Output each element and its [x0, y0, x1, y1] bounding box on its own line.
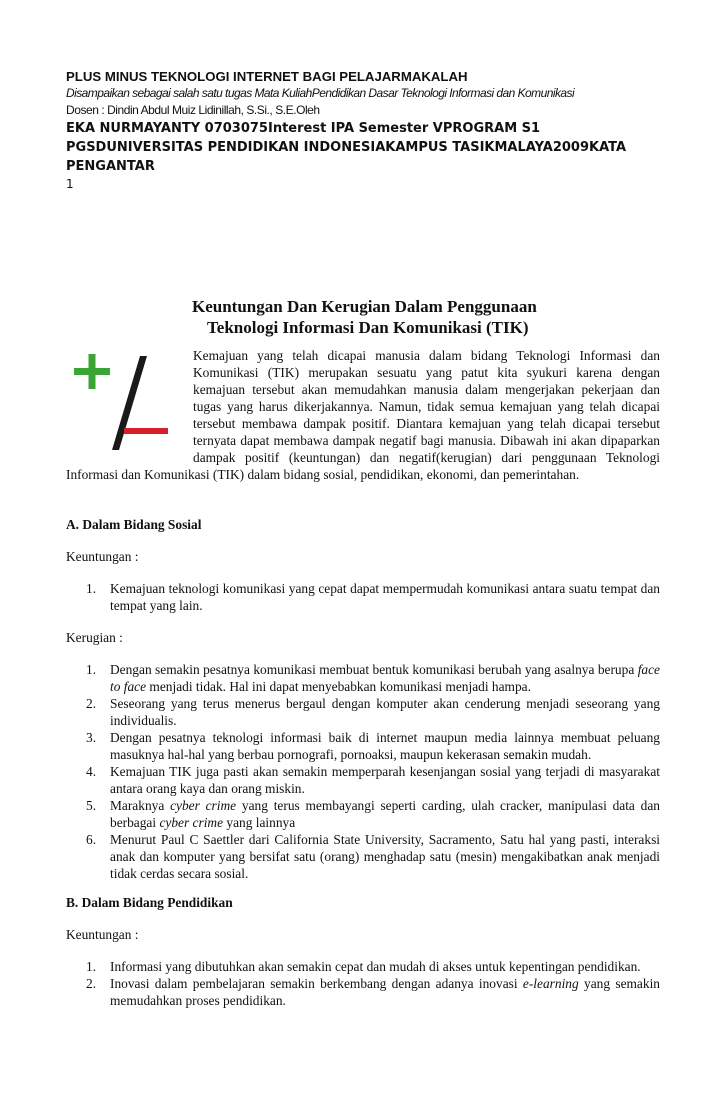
list-item: 3. Dengan pesatnya teknologi informasi baik di internet maupun media lainnya membuat peluang masuknya hal-hal yang berbau pornografi, pornoaksi, maupun kekerasan semakin mudah. [86, 730, 660, 762]
kerugian-list [66, 661, 660, 882]
doc-title-line1: Keuntungan Dan Kerugian Dalam Penggunaan [192, 297, 537, 316]
intro-paragraph: Kemajuan yang telah dicapai manusia dalam bidang Teknologi Informasi dan Komunikasi (TIK) merupakan sesuatu yang patut kita syukuri karena dengan kemajuan tersebut akan memudahkan manusia dalam mengerjakan pekerjaan dan tugas yang harus dikerjakannya. Namun, tidak semua kemajuan yang telah dicapai tersebut membawa dampak positif. Diantara kemajuan yang telah dicapai tersebut ternyata dapat membawa dampak negatif bagi manusia. Dibawah ini akan dipaparkan dampak positif (keuntungan) dan negatif(kerugian) dari penggunaan Teknologi Informasi dan Komunikasi (TIK) dalam bidang sosial, pendidikan, ekonomi, dan pemerintahan. [66, 348, 660, 482]
header-course: Disampaikan sebagai salah satu tugas Mata KuliahPendidikan Dasar Teknologi Informasi dan Komunikasi [66, 86, 575, 100]
institution-line: PGSDUNIVERSITAS PENDIDIKAN INDONESIAKAMPUS TASIKMALAYA2009KATA [66, 140, 627, 155]
section-a-title: A. Dalam Bidang Sosial [66, 517, 202, 532]
section-social [66, 516, 660, 882]
list-item: 1. Kemajuan teknologi komunikasi yang cepat dapat mempermudah komunikasi antara suatu tempat dan tempat yang lain. [86, 581, 660, 613]
keuntungan-list [66, 958, 660, 1009]
kerugian-label: Kerugian : [66, 630, 123, 645]
keuntungan-label: Keuntungan : [66, 549, 139, 564]
list-item: 1. Dengan semakin pesatnya komunikasi membuat bentuk komunikasi berubah yang asalnya berupa face to face menjadi tidak. Hal ini dapat menyebabkan komunikasi menjadi hampa. [86, 662, 660, 694]
author-block [66, 119, 662, 192]
header-title: PLUS MINUS TEKNOLOGI INTERNET BAGI PELAJARMAKALAH [66, 69, 468, 84]
list-item: 1. Informasi yang dibutuhkan akan semakin cepat dan mudah di akses untuk kepentingan pendidikan. [86, 959, 641, 974]
section-education [66, 894, 660, 1009]
section-b-title: B. Dalam Bidang Pendidikan [66, 895, 233, 910]
doc-title-line2: Teknologi Informasi Dan Komunikasi (TIK) [207, 318, 529, 337]
list-item: 6. Menurut Paul C Saettler dari California State University, Sacramento, Satu hal yang pasti, interaksi anak dan komputer yang bersifat satu (orang) menghadap satu (mesin) mengakibatkan anak menjadi tidak cerdas secara sosial. [86, 832, 660, 881]
keuntungan-label: Keuntungan : [66, 927, 139, 942]
list-item: 2. Seseorang yang terus menerus bergaul dengan komputer akan cenderung menjadi seseorang yang individualis. [86, 696, 660, 728]
page-number: 1 [66, 177, 74, 191]
keuntungan-list [66, 580, 660, 614]
section-heading: PENGANTAR [66, 159, 155, 174]
list-item: 5. Maraknya cyber crime yang terus membayangi seperti carding, ulah cracker, manipulasi data dan berbagai cyber crime yang lainnya [86, 798, 660, 830]
header-lecturer: Dosen : Dindin Abdul Muiz Lidinillah, S.Si., S.E.Oleh [66, 103, 320, 117]
document-header [66, 68, 662, 119]
author-line: EKA NURMAYANTY 0703075Interest IPA Semester VPROGRAM S1 [66, 121, 541, 136]
list-item: 2. Inovasi dalam pembelajaran semakin berkembang dengan adanya inovasi e-learning yang semakin memudahkan proses pendidikan. [86, 976, 660, 1008]
list-item: 4. Kemajuan TIK juga pasti akan semakin memperparah kesenjangan sosial yang terjadi di masyarakat antara orang kaya dan orang miskin. [86, 764, 660, 796]
